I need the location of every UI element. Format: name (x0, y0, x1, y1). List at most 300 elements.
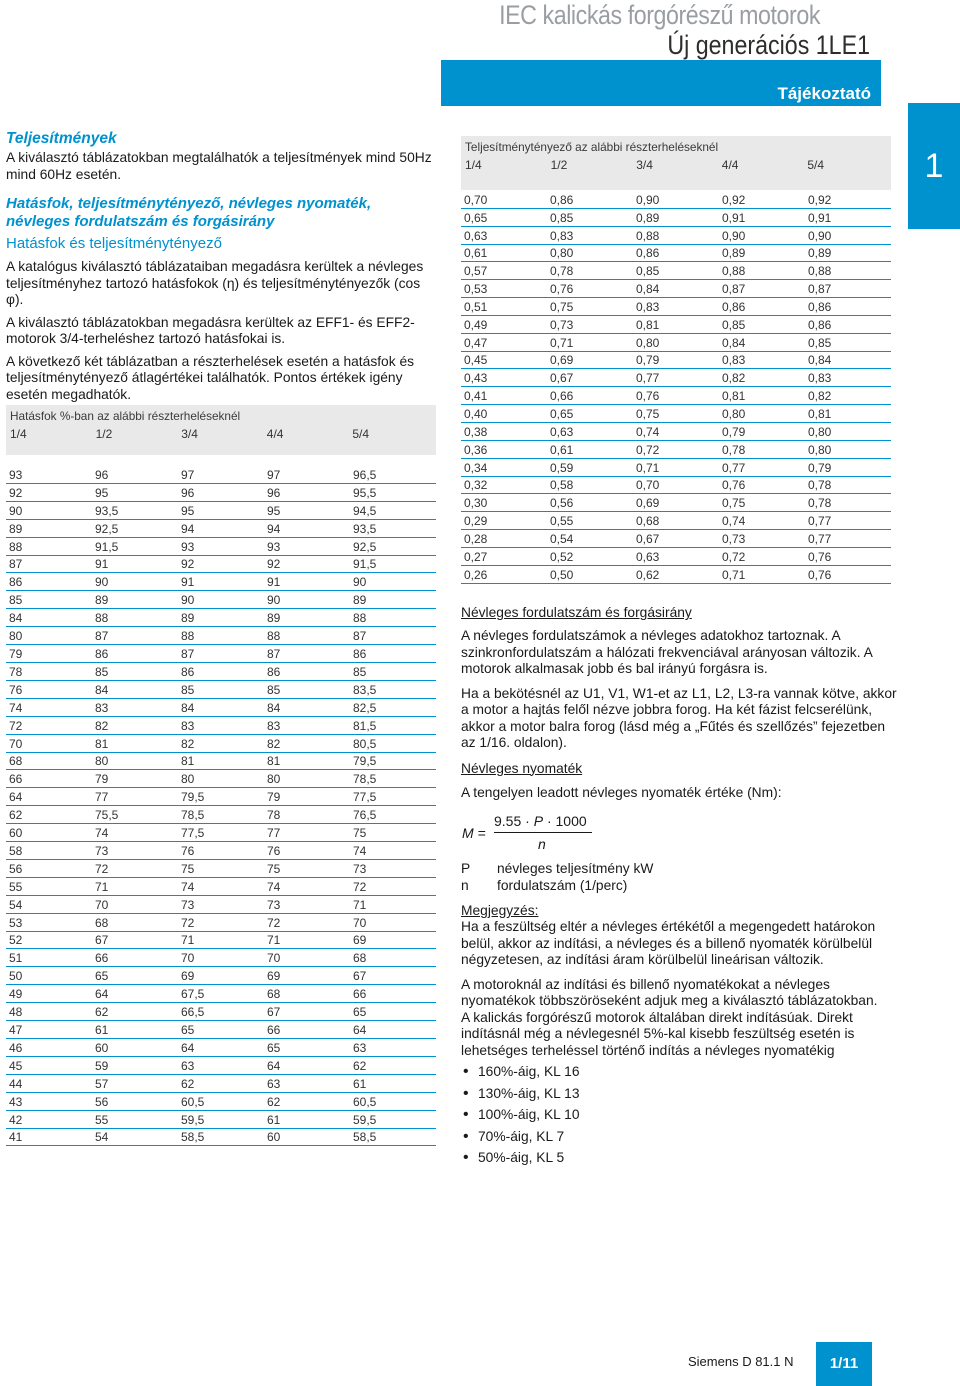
table-cell: 88 (95, 611, 109, 626)
table-row (461, 566, 891, 584)
variable-p-symbol: P (461, 861, 471, 876)
table-row (6, 770, 436, 788)
heading-main-line1: Hatásfok, teljesítménytényező, névleges nyomaték, (6, 195, 372, 212)
table-cell: 67 (95, 933, 109, 948)
table-cell: 66 (267, 1023, 281, 1037)
table-row (461, 191, 891, 209)
table-cell: 90 (9, 503, 23, 518)
table-cell: 91 (95, 557, 109, 572)
table-cell: 79,5 (181, 790, 205, 805)
column-header: 5/4 (807, 158, 825, 172)
power-factor-table (461, 136, 891, 584)
table-cell: 0,80 (550, 246, 574, 261)
table-cell: 53 (9, 915, 23, 930)
table-row (6, 681, 436, 699)
table-cell: 60 (267, 1130, 281, 1145)
table-cell: 78 (9, 664, 23, 679)
table-cell: 61 (267, 1112, 281, 1127)
table-cell: 0,70 (636, 478, 660, 493)
table-cell: 58,5 (181, 1130, 205, 1145)
table-cell: 71 (181, 933, 195, 948)
table-cell: 91 (181, 575, 195, 590)
table-cell: 62 (267, 1094, 281, 1109)
table-cell: 0,73 (722, 531, 746, 546)
table-cell: 0,81 (636, 317, 660, 332)
table-cell: 64 (353, 1023, 367, 1037)
table-row (461, 262, 891, 280)
table-row (6, 538, 436, 556)
table-cell: 95,5 (353, 485, 377, 500)
table-row (6, 484, 436, 502)
table-row (6, 502, 436, 520)
table-cell: 0,79 (722, 424, 746, 439)
table-row (461, 548, 891, 566)
formula-dot-2: · (546, 813, 552, 829)
table-cell: 91 (267, 575, 281, 590)
table-cell: 85 (9, 593, 23, 608)
table-row (6, 573, 436, 591)
table-cell: 62 (9, 808, 23, 823)
footer-page-number: 1/11 (829, 1355, 859, 1372)
table-cell: 0,72 (636, 442, 660, 457)
table-cell: 82 (95, 718, 109, 733)
table-cell: 73 (181, 897, 195, 912)
table-row (6, 735, 436, 753)
table-cell: 69 (353, 933, 367, 948)
table-cell: 0,77 (808, 514, 832, 529)
table-cell: 50 (9, 969, 23, 984)
table-cell: 70 (267, 951, 281, 966)
table-cell: 71 (95, 879, 109, 894)
table-cell: 92 (267, 557, 281, 572)
table-cell: 93 (267, 539, 281, 554)
efficiency-table-columns (10, 424, 432, 444)
table-cell: 0,67 (636, 531, 660, 546)
table-cell: 92 (181, 557, 195, 572)
paragraph-speed-2: Ha a bekötésnél az U1, V1, W1-et az L1, L2, L3-ra vannak kötve, akkor a motor a hajtás felől nézve jobbra forog. Ha két fázist felcserélünk, akkor a motor balra forog (lásd még a „Fűtés és szellőzés” fejezetben az 1/16. oldalon). (461, 685, 897, 750)
table-cell: 89 (181, 611, 195, 626)
table-cell: 82 (181, 736, 195, 751)
table-row (461, 530, 891, 548)
table-cell: 0,92 (808, 192, 832, 207)
table-cell: 0,90 (808, 228, 832, 243)
table-cell: 49 (9, 987, 23, 1002)
table-cell: 84 (267, 700, 281, 715)
table-row (6, 878, 436, 896)
table-row (6, 842, 436, 860)
table-row (6, 663, 436, 681)
table-cell: 81 (95, 736, 109, 751)
table-cell: 81 (267, 754, 281, 769)
table-cell: 0,70 (464, 192, 488, 207)
table-row (6, 699, 436, 717)
table-cell: 0,87 (722, 282, 746, 297)
table-cell: 71 (353, 897, 367, 912)
table-row (461, 441, 891, 459)
table-cell: 0,75 (550, 299, 574, 314)
table-cell: 0,68 (636, 514, 660, 529)
table-cell: 79 (95, 772, 109, 787)
table-cell: 72 (95, 861, 109, 876)
formula-num-a: 9.55 (494, 813, 522, 829)
table-row (6, 1003, 436, 1021)
table-cell: 89 (267, 611, 281, 626)
table-cell: 54 (95, 1130, 109, 1145)
table-cell: 70 (95, 897, 109, 912)
table-cell: 0,61 (550, 442, 574, 457)
table-row (6, 967, 436, 985)
table-cell: 0,89 (808, 246, 832, 261)
table-cell: 0,87 (808, 282, 832, 297)
table-cell: 95 (181, 503, 195, 518)
table-cell: 0,91 (808, 210, 832, 225)
paragraph-torque: A tengelyen leadott névleges nyomaték értéke (Nm): (461, 784, 782, 800)
table-cell: 0,81 (722, 389, 746, 404)
table-cell: 0,40 (464, 406, 488, 421)
table-cell: 0,78 (808, 478, 832, 493)
table-cell: 86 (95, 646, 109, 661)
table-cell: 81 (181, 754, 195, 769)
table-cell: 90 (181, 593, 195, 608)
table-row (461, 280, 891, 298)
starting-torque-list (461, 1061, 901, 1169)
table-row (461, 209, 891, 227)
table-cell: 0,63 (464, 228, 488, 243)
table-cell: 91,5 (95, 539, 119, 554)
table-cell: 73 (353, 861, 367, 876)
table-cell: 59,5 (181, 1112, 205, 1127)
table-cell: 0,88 (808, 264, 832, 279)
table-cell: 0,82 (808, 389, 832, 404)
table-cell: 87 (181, 646, 195, 661)
table-cell: 74 (181, 879, 195, 894)
table-cell: 0,83 (636, 299, 660, 314)
table-cell: 63 (181, 1058, 195, 1073)
table-row (461, 512, 891, 530)
table-cell: 90 (95, 575, 109, 590)
table-cell: 0,83 (550, 228, 574, 243)
table-cell: 0,86 (636, 246, 660, 261)
table-cell: 86 (9, 575, 23, 590)
list-item: • 130%-áig, KL 13 (461, 1083, 901, 1105)
table-cell: 56 (9, 861, 23, 876)
table-cell: 0,83 (808, 371, 832, 386)
table-cell: 0,77 (722, 460, 746, 475)
table-cell: 80 (181, 772, 195, 787)
table-cell: 92 (9, 485, 23, 500)
table-row (6, 1021, 436, 1039)
table-cell: 0,36 (464, 442, 488, 457)
table-cell: 66 (95, 951, 109, 966)
table-cell: 0,91 (722, 210, 746, 225)
table-cell: 0,85 (550, 210, 574, 225)
table-cell: 74 (353, 843, 367, 858)
paragraph-start-2: A kalickás forgórészű motorok általában direkt indításúak. Direkt indításnál még a névlegesnél 5%-kal kisebb feszültség esetén is lehetséges terheléssel történő indítás a névleges nyomatékig (461, 1009, 855, 1058)
table-row (461, 298, 891, 316)
table-cell: 87 (267, 646, 281, 661)
table-cell: 0,66 (550, 389, 574, 404)
table-cell: 83,5 (353, 682, 377, 697)
table-cell: 0,85 (808, 335, 832, 350)
table-cell: 89 (95, 593, 109, 608)
table-cell: 0,72 (722, 549, 746, 564)
table-cell: 0,38 (464, 424, 488, 439)
table-cell: 81,5 (353, 718, 377, 733)
table-cell: 76,5 (353, 808, 377, 823)
table-cell: 0,84 (722, 335, 746, 350)
table-cell: 87 (9, 557, 23, 572)
table-cell: 63 (267, 1076, 281, 1091)
table-cell: 0,76 (808, 549, 832, 564)
table-cell: 0,90 (636, 192, 660, 207)
table-cell: 65 (95, 969, 109, 984)
table-cell: 80 (9, 629, 23, 644)
table-cell: 55 (9, 879, 23, 894)
table-cell: 76 (267, 843, 281, 858)
table-cell: 0,78 (550, 264, 574, 279)
header-title-line2: Új generációs 1LE1 (667, 30, 870, 60)
table-cell: 0,65 (464, 210, 488, 225)
column-header: 4/4 (721, 158, 739, 172)
table-row (6, 556, 436, 574)
list-item: • 100%-áig, KL 10 (461, 1104, 901, 1126)
table-row (6, 520, 436, 538)
table-cell: 0,74 (636, 424, 660, 439)
table-cell: 54 (9, 897, 23, 912)
table-row (461, 459, 891, 477)
list-item: • 50%-áig, KL 5 (461, 1147, 901, 1169)
paragraph-note: Ha a feszültség eltér a névleges értékétől a megengedett határokon belül, akkor az indítási, a névleges és a billenő nyomaték körülbelül négyzetesen, az indítási áram körülbelül lineárisan változik. (461, 919, 876, 967)
table-cell: 64 (181, 1040, 195, 1055)
left-column (6, 128, 436, 1146)
table-cell: 0,86 (808, 317, 832, 332)
table-cell: 94 (267, 521, 281, 536)
table-cell: 0,62 (636, 567, 660, 582)
table-cell: 73 (267, 897, 281, 912)
table-cell: 89 (9, 521, 23, 536)
table-cell: 0,75 (722, 496, 746, 511)
table-cell: 87 (95, 629, 109, 644)
table-cell: 58,5 (353, 1130, 377, 1145)
table-cell: 61 (353, 1076, 367, 1091)
table-cell: 67,5 (181, 987, 205, 1002)
formula-numerator (494, 813, 587, 829)
table-cell: 80 (267, 772, 281, 787)
chapter-number: 1 (924, 147, 944, 185)
table-cell: 0,81 (808, 406, 832, 421)
table-row (6, 1057, 436, 1075)
table-cell: 0,80 (808, 424, 832, 439)
table-cell: 78 (267, 808, 281, 823)
table-row (6, 1111, 436, 1129)
table-cell: 85 (353, 664, 367, 679)
variable-p (461, 861, 901, 878)
table-cell: 82 (267, 736, 281, 751)
table-cell: 0,78 (808, 496, 832, 511)
table-row (461, 387, 891, 405)
table-row (6, 1093, 436, 1111)
list-item: • 70%-áig, KL 7 (461, 1126, 901, 1148)
table-cell: 0,76 (808, 567, 832, 582)
table-cell: 84 (95, 682, 109, 697)
table-cell: 86 (181, 664, 195, 679)
table-row (6, 1075, 436, 1093)
table-cell: 94 (181, 521, 195, 536)
heading-main-line2: névleges fordulatszám és forgásirány (6, 213, 275, 230)
paragraph-3: A következő két táblázatban a részterhelések esetén a hatásfok és teljesítménytényező átlagértékei találhatók. Pontos értékek igény esetén megadhatók. (6, 353, 415, 402)
column-header: 1/2 (550, 158, 568, 172)
table-row (6, 609, 436, 627)
table-cell: 77 (267, 826, 281, 841)
table-cell: 62 (353, 1058, 367, 1073)
table-cell: 0,80 (636, 335, 660, 350)
table-cell: 69 (181, 969, 195, 984)
efficiency-table-header (6, 405, 436, 455)
table-cell: 0,77 (808, 531, 832, 546)
table-cell: 60,5 (181, 1094, 205, 1109)
heading-torque: Névleges nyomaték (461, 760, 583, 776)
paragraph-1: A katalógus kiválasztó táblázataiban megadásra kerültek a névleges teljesítményhez tartozó hatásfokok (η) és teljesítménytényezők (cos φ). (6, 259, 424, 307)
table-cell: 79 (9, 646, 23, 661)
table-cell: 88 (9, 539, 23, 554)
table-cell: 0,51 (464, 299, 488, 314)
list-item: • 160%-áig, KL 16 (461, 1061, 901, 1083)
column-header: 1/2 (95, 427, 113, 441)
table-cell: 0,65 (550, 406, 574, 421)
table-row (461, 423, 891, 441)
table-cell: 67 (353, 969, 367, 984)
table-cell: 0,58 (550, 478, 574, 493)
heading-performance: Teljesítmények (6, 130, 117, 147)
table-cell: 0,61 (464, 246, 488, 261)
table-cell: 86 (267, 664, 281, 679)
table-cell: 0,50 (550, 567, 574, 582)
table-cell: 80 (95, 754, 109, 769)
table-cell: 75 (267, 861, 281, 876)
table-cell: 62 (95, 1005, 109, 1020)
table-cell: 0,49 (464, 317, 488, 332)
table-cell: 77 (95, 790, 109, 805)
formula-denominator: n (538, 836, 546, 852)
table-row (6, 824, 436, 842)
table-cell: 0,57 (464, 264, 488, 279)
table-cell: 77,5 (181, 826, 205, 841)
table-cell: 0,76 (636, 389, 660, 404)
table-cell: 72 (267, 915, 281, 930)
table-cell: 0,34 (464, 460, 488, 475)
table-cell: 0,63 (636, 549, 660, 564)
table-cell: 86 (353, 646, 367, 661)
table-cell: 78,5 (181, 808, 205, 823)
table-row (6, 627, 436, 645)
column-header: 1/4 (10, 427, 27, 441)
table-cell: 58 (9, 843, 23, 858)
header-title-line1: IEC kalickás forgórészű motorok (499, 0, 820, 30)
table-cell: 69 (267, 969, 281, 984)
table-cell: 65 (181, 1023, 195, 1037)
table-cell: 42 (9, 1112, 23, 1127)
table-cell: 93 (181, 539, 195, 554)
table-row (6, 806, 436, 824)
paragraph-speed-1: A névleges fordulatszámok a névleges adatokhoz tartoznak. A szinkronfordulatszám a hálózati frekvenciával arányosan változik. A motorok alkalmasak jobb és bal irányú forgásra is. (461, 628, 873, 676)
table-cell: 0,88 (722, 264, 746, 279)
table-cell: 95 (267, 503, 281, 518)
table-row (461, 369, 891, 387)
table-cell: 66 (353, 987, 367, 1002)
paragraph-start-1: A motoroknál az indítási és billenő nyomatékokat a névleges nyomatékok többszöröseként adjuk meg a kiválasztó táblázatokban. (461, 976, 878, 1008)
table-cell: 0,89 (636, 210, 660, 225)
table-cell: 0,30 (464, 496, 488, 511)
variable-list (461, 861, 901, 894)
table-cell: 84 (181, 700, 195, 715)
table-cell: 0,85 (722, 317, 746, 332)
table-cell: 0,86 (722, 299, 746, 314)
table-row (461, 316, 891, 334)
table-cell: 45 (9, 1058, 23, 1073)
table-row (6, 788, 436, 806)
paragraph-2: A kiválasztó táblázatokban megadásra kerültek az EFF1- és EFF2-motorok 3/4-terheléshez tartozó hatásfokai is. (6, 314, 415, 346)
table-cell: 0,26 (464, 567, 488, 582)
table-cell: 60 (95, 1040, 109, 1055)
table-cell: 73 (95, 843, 109, 858)
table-cell: 0,41 (464, 389, 488, 404)
pf-table-caption: Teljesítménytényező az alábbi részterheléseknél (465, 140, 719, 154)
table-cell: 72 (9, 718, 23, 733)
table-cell: 90 (267, 593, 281, 608)
table-cell: 96,5 (353, 467, 377, 482)
table-cell: 0,80 (722, 406, 746, 421)
table-cell: 97 (181, 467, 195, 482)
table-cell: 57 (95, 1076, 109, 1091)
table-cell: 66,5 (181, 1005, 205, 1020)
table-cell: 70 (181, 951, 195, 966)
table-cell: 68 (9, 754, 23, 769)
table-cell: 0,76 (722, 478, 746, 493)
table-row (6, 1039, 436, 1057)
table-cell: 93 (9, 467, 23, 482)
formula-fraction-bar (494, 832, 592, 833)
chapter-tab (908, 103, 960, 229)
table-row (6, 591, 436, 609)
table-cell: 55 (95, 1112, 109, 1127)
footer-doc-ref: Siemens D 81.1 N (688, 1354, 794, 1369)
table-row (6, 860, 436, 878)
table-cell: 90 (353, 575, 367, 590)
table-cell: 83 (267, 718, 281, 733)
table-cell: 52 (9, 933, 23, 948)
table-row (6, 932, 436, 950)
paragraph-performance: A kiválasztó táblázatokban megtalálhatók a teljesítmények mind 50Hz mind 60Hz esetén. (6, 150, 432, 182)
table-cell: 87 (353, 629, 367, 644)
table-cell: 51 (9, 951, 23, 966)
right-column (461, 604, 901, 1169)
table-cell: 0,92 (722, 192, 746, 207)
heading-speed: Névleges fordulatszám és forgásirány (461, 605, 692, 620)
table-cell: 0,54 (550, 531, 574, 546)
table-cell: 0,84 (808, 353, 832, 368)
table-cell: 85 (95, 664, 109, 679)
table-cell: 0,53 (464, 282, 488, 297)
table-cell: 82,5 (353, 700, 377, 715)
table-cell: 72 (353, 879, 367, 894)
table-cell: 0,86 (808, 299, 832, 314)
table-cell: 88 (267, 629, 281, 644)
table-cell: 80,5 (353, 736, 377, 751)
formula-lhs: M = (462, 825, 486, 841)
table-cell: 0,29 (464, 514, 488, 529)
table-row (461, 334, 891, 352)
table-cell: 76 (181, 843, 195, 858)
